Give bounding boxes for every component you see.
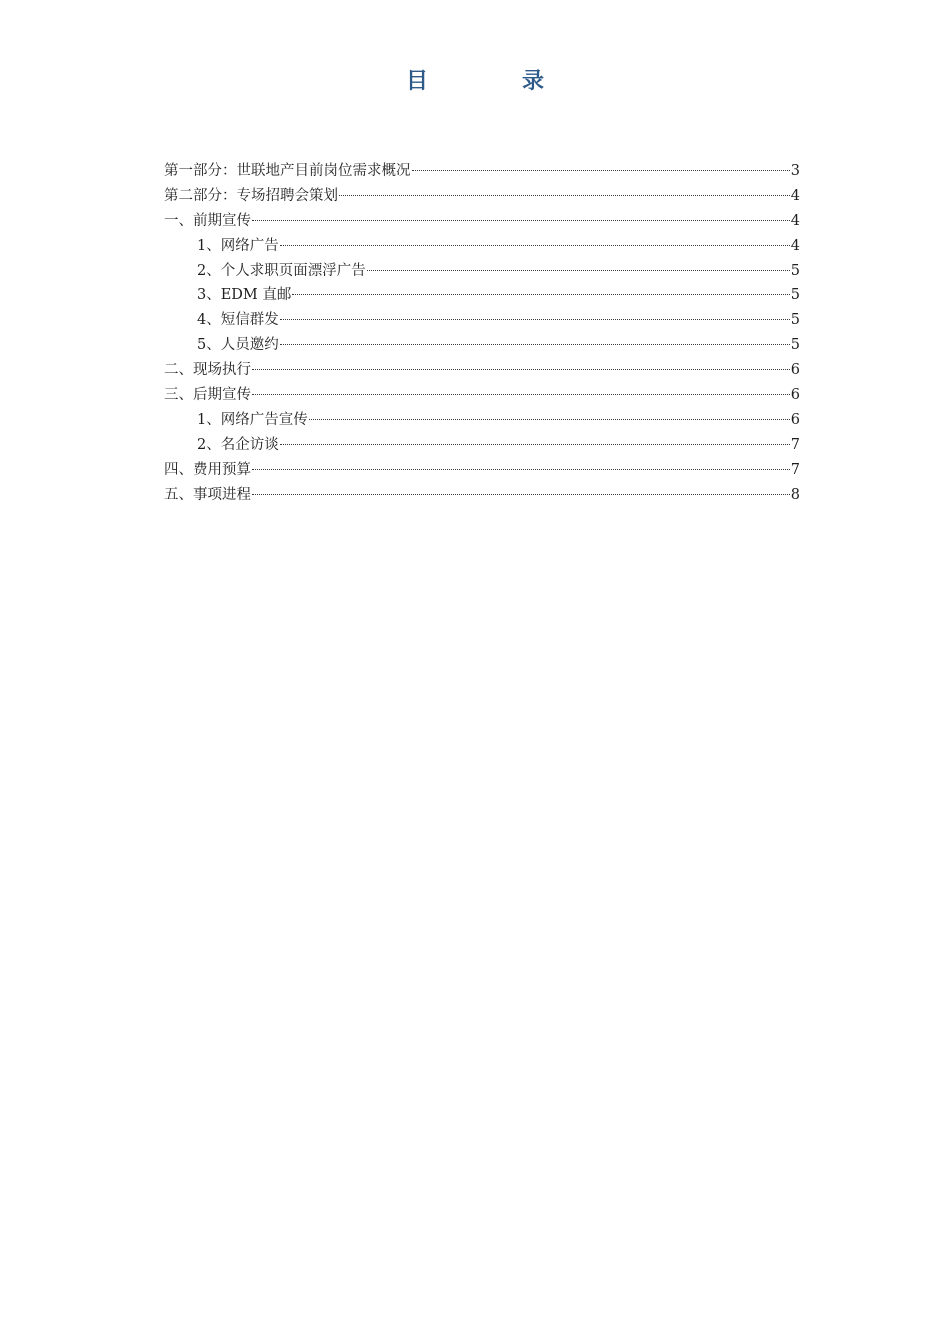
toc-dot-leader — [252, 394, 790, 395]
toc-entry[interactable] — [164, 209, 800, 234]
toc-entry-label: 2、个人求职页面漂浮广告 — [197, 262, 366, 279]
toc-subentry[interactable] — [164, 433, 800, 458]
toc-dot-leader — [292, 294, 789, 295]
toc-entry-page: 4 — [790, 212, 800, 229]
toc-entry-page: 5 — [790, 337, 800, 354]
toc-dot-leader — [252, 469, 790, 470]
toc-subentry[interactable] — [164, 333, 800, 358]
toc-entry[interactable] — [164, 358, 800, 383]
toc-entry-page: 7 — [790, 436, 800, 453]
toc-dot-leader — [412, 170, 790, 171]
toc-entry-label: 4、短信群发 — [197, 312, 279, 329]
toc-entry[interactable] — [164, 483, 800, 508]
toc-dot-leader — [252, 220, 790, 221]
toc-entry-page: 5 — [790, 287, 800, 304]
toc-entry[interactable] — [164, 159, 800, 184]
toc-entry[interactable] — [164, 184, 800, 209]
toc-entry-page: 6 — [790, 387, 800, 404]
toc-entry-label: 四、费用预算 — [164, 461, 251, 478]
toc-entry-label: 1、网络广告 — [197, 237, 279, 254]
toc-entry-label: 二、现场执行 — [164, 362, 251, 379]
toc-subentry[interactable] — [164, 408, 800, 433]
toc-entry-page: 4 — [790, 237, 800, 254]
toc-entry[interactable] — [164, 458, 800, 483]
toc-dot-leader — [280, 344, 790, 345]
toc-subentry[interactable] — [164, 308, 800, 333]
toc-entry-label: 三、后期宣传 — [164, 387, 251, 404]
toc-entry-label: 五、事项进程 — [164, 486, 251, 503]
toc-entry-label: 2、名企访谈 — [197, 436, 279, 453]
toc-entry-page: 5 — [790, 262, 800, 279]
toc-subentry[interactable] — [164, 283, 800, 308]
toc-entry-page: 4 — [790, 187, 800, 204]
toc-dot-leader — [280, 319, 790, 320]
toc-dot-leader — [252, 494, 790, 495]
toc-dot-leader — [280, 444, 790, 445]
toc-entry-label: 1、网络广告宣传 — [197, 411, 308, 428]
toc-entry-label: 第二部分：专场招聘会策划 — [164, 187, 338, 204]
toc-subentry[interactable] — [164, 234, 800, 259]
toc-entry-label: 3、EDM 直邮 — [197, 287, 292, 304]
table-of-contents — [164, 159, 800, 507]
toc-dot-leader — [367, 270, 790, 271]
toc-entry-label: 第一部分：世联地产目前岗位需求概况 — [164, 163, 411, 179]
toc-entry-page: 8 — [790, 486, 800, 503]
toc-entry-page: 3 — [790, 163, 800, 179]
toc-entry-label: 一、前期宣传 — [164, 212, 251, 229]
toc-subentry[interactable] — [164, 259, 800, 284]
toc-entry-label: 5、人员邀约 — [197, 337, 279, 354]
toc-dot-leader — [252, 369, 790, 370]
toc-entry-page: 5 — [790, 312, 800, 329]
toc-entry-page: 7 — [790, 461, 800, 478]
toc-entry[interactable] — [164, 383, 800, 408]
toc-dot-leader — [280, 245, 790, 246]
toc-title: 目 录 — [405, 69, 580, 94]
toc-entry-page: 6 — [790, 362, 800, 379]
toc-entry-page: 6 — [790, 411, 800, 428]
toc-dot-leader — [309, 419, 790, 420]
toc-dot-leader — [339, 195, 790, 196]
